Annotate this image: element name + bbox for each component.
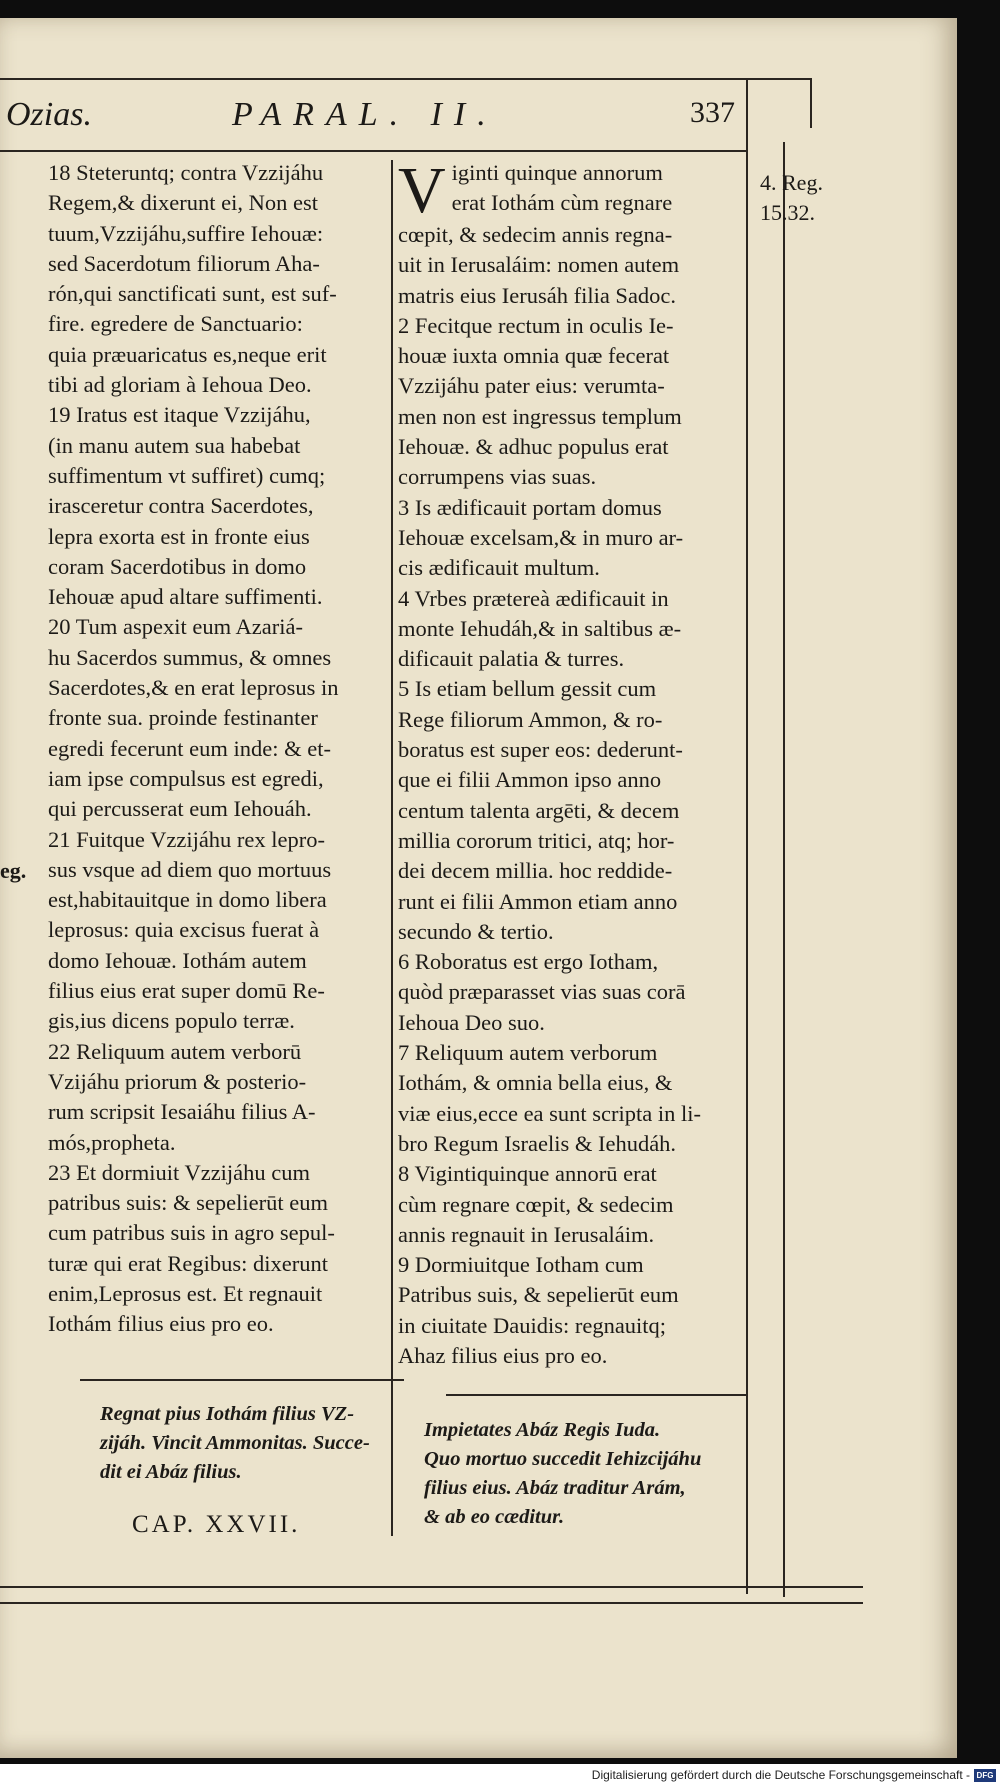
text-line: 18 Steteruntq; contra Vzzijáhu — [48, 160, 324, 185]
text-line: 3 Is ædificauit portam domus — [398, 494, 662, 520]
text-line: 4 Vrbes prætereà ædificauit in — [398, 585, 669, 611]
text-line: iam ipse compulsus est egredi, — [48, 765, 324, 791]
text-line: cum patribus suis in agro sepul- — [48, 1220, 335, 1246]
text-line: tibi ad gloriam à Iehoua Deo. — [48, 372, 312, 398]
text-line: Regem,& dixerunt ei, Non est — [48, 190, 318, 216]
text-line: Vzzijáhu pater eius: verumta- — [398, 373, 665, 399]
digitization-footer — [0, 1764, 1000, 1787]
text-line: coram Sacerdotibus in domo — [48, 553, 307, 579]
text-line: annis regnauit in Ierusaláim. — [398, 1221, 655, 1247]
text-line: Sacerdotes,& en erat leprosus in — [48, 675, 339, 701]
text-line: runt ei filii Ammon etiam anno — [398, 888, 678, 914]
text-line: irasceretur contra Sacerdotes, — [48, 493, 314, 519]
text-line: 8 Vigintiquinque annorū erat — [398, 1161, 657, 1187]
right-chapter-summary — [424, 1416, 701, 1532]
chapter-heading: CAP. XXVII. — [132, 1511, 301, 1538]
text-line: Ahaz filius eius pro eo. — [398, 1342, 608, 1368]
text-line: Rege filiorum Ammon, & ro- — [398, 706, 663, 732]
text-line: corrumpens vias suas. — [398, 464, 597, 490]
text-line: matris eius Ierusáh filia Sadoc. — [398, 282, 677, 308]
column-divider — [391, 160, 393, 1536]
header-divider-right — [810, 78, 812, 128]
text-line: Iehoua Deo suo. — [398, 1009, 545, 1035]
margin-divider — [783, 142, 785, 1597]
text-line: rum scripsit Iesaiáhu filius A- — [48, 1099, 316, 1125]
summary-line: dit ei Abáz filius. — [100, 1461, 242, 1483]
dfg-logo: DFG — [974, 1769, 996, 1782]
summary-line: filius eius. Abáz traditur Arám, — [424, 1477, 686, 1499]
text-line: tuum,Vzzijáhu,suffire Iehouæ: — [48, 220, 324, 246]
running-head-title: PARAL. II. — [232, 96, 498, 133]
text-line: sus vsque ad diem quo mortuus — [48, 856, 332, 882]
text-line: gis,ius dicens populo terræ. — [48, 1008, 295, 1034]
left-summary-rule — [80, 1379, 404, 1381]
text-line: secundo & tertio. — [398, 918, 554, 944]
text-line: 2 Fecitque rectum in oculis Ie- — [398, 312, 674, 338]
text-line: qui percusserat eum Iehouáh. — [48, 796, 312, 822]
margin-line: 4. Reg. — [760, 170, 823, 195]
text-line: quia præuaricatus es,neque erit — [48, 341, 327, 367]
text-line: cùm regnare cœpit, & sedecim — [398, 1191, 674, 1217]
text-line: Iothám filius eius pro eo. — [48, 1311, 274, 1337]
running-head-left: Ozias. — [6, 96, 92, 133]
drop-cap: V — [398, 154, 446, 227]
text-line: leprosus: quia excisus fuerat à — [48, 917, 320, 943]
text-line: 20 Tum aspexit eum Azariá- — [48, 614, 303, 640]
text-line: turæ qui erat Regibus: dixerunt — [48, 1250, 328, 1276]
text-line: Iehouæ excelsam,& in muro ar- — [398, 524, 684, 550]
text-line: fronte sua. proinde festinanter — [48, 705, 318, 731]
text-line: boratus est super eos: dederunt- — [398, 737, 683, 763]
text-line: dei decem millia. hoc reddide- — [398, 858, 673, 884]
text-line: domo Iehouæ. Iothám autem — [48, 947, 307, 973]
text-line: cis ædificauit multum. — [398, 555, 600, 581]
text-line: centum talenta argēti, & decem — [398, 797, 680, 823]
summary-line: Impietates Abáz Regis Iuda. — [424, 1419, 661, 1441]
text-line: cœpit, & sedecim annis regna- — [398, 222, 673, 247]
text-line: suffimentum vt suffiret) cumq; — [48, 462, 326, 488]
text-line: que ei filii Ammon ipso anno — [398, 767, 662, 793]
text-line: 23 Et dormiuit Vzzijáhu cum — [48, 1159, 311, 1185]
text-line: est,habitauitque in domo libera — [48, 887, 327, 913]
text-line: erat Iothám cùm regnare — [451, 190, 673, 216]
text-line: filius eius erat super domū Re- — [48, 978, 325, 1004]
text-line: sed Sacerdotum filiorum Aha- — [48, 250, 320, 276]
text-line: patribus suis: & sepelierūt eum — [48, 1190, 328, 1216]
summary-line: Quo mortuo succedit Iehizcijáhu — [424, 1448, 702, 1470]
text-line: millia cororum tritici, atq; hor- — [398, 827, 675, 853]
margin-line: 15.32. — [760, 200, 815, 225]
text-line: dificauit palatia & turres. — [398, 646, 625, 672]
right-summary-rule — [446, 1394, 746, 1396]
book-page — [0, 18, 957, 1758]
text-line: lepra exorta est in fronte eius — [48, 523, 310, 549]
text-line: bro Regum Israelis & Iehudáh. — [398, 1130, 677, 1156]
text-line: (in manu autem sua habebat — [48, 432, 301, 458]
text-line: monte Iehudáh,& in saltibus æ- — [398, 615, 682, 641]
text-line: iginti quinque annorum — [451, 160, 663, 185]
text-line: 22 Reliquum autem verborū — [48, 1038, 302, 1064]
right-text-column — [398, 154, 738, 1371]
text-line: 19 Iratus est itaque Vzzijáhu, — [48, 402, 311, 428]
bottom-rule — [0, 1586, 863, 1588]
text-line: hu Sacerdos summus, & omnes — [48, 644, 332, 670]
text-line: Patribus suis, & sepelierūt eum — [398, 1282, 679, 1308]
text-line: Vzijáhu priorum & posterio- — [48, 1068, 307, 1094]
text-line: viæ eius,ecce ea sunt scripta in li- — [398, 1100, 702, 1126]
text-line: 21 Fuitque Vzzijáhu rex lepro- — [48, 826, 326, 852]
text-line: mós,propheta. — [48, 1129, 176, 1155]
text-line: fire. egredere de Sanctuario: — [48, 311, 303, 337]
text-line: quòd præparasset vias suas corā — [398, 979, 686, 1005]
outer-frame-right — [746, 78, 748, 1594]
text-line: men non est ingressus templum — [398, 403, 682, 429]
text-line: enim,Leprosus est. Et regnauit — [48, 1280, 323, 1306]
footer-text: Digitalisierung gefördert durch die Deutsche Forschungsgemeinschaft - — [591, 1768, 970, 1782]
text-line: Iothám, & omnia bella eius, & — [398, 1070, 673, 1096]
text-line: 7 Reliquum autem verborum — [398, 1040, 658, 1066]
text-line: Iehouæ apud altare suffimenti. — [48, 584, 323, 610]
text-line: rón,qui sanctificati sunt, est suf- — [48, 281, 337, 307]
left-text-column — [48, 158, 388, 1340]
page-number: 337 — [690, 96, 735, 129]
text-line: 9 Dormiuitque Iotham cum — [398, 1252, 644, 1278]
text-line: Iehouæ. & adhuc populus erat — [398, 434, 669, 460]
header-bottom-rule — [0, 150, 746, 152]
text-line: 6 Roboratus est ergo Iotham, — [398, 949, 659, 975]
text-line: uit in Ierusaláim: nomen autem — [398, 252, 680, 278]
text-line: egredi fecerunt eum inde: & et- — [48, 735, 331, 761]
text-line: 5 Is etiam bellum gessit cum — [398, 676, 657, 702]
summary-line: & ab eo cæditur. — [424, 1506, 565, 1528]
summary-line: Regnat pius Iothám filius VZ- — [100, 1403, 355, 1425]
bottom-rule-2 — [0, 1602, 863, 1604]
left-edge-fragment: eg. — [0, 858, 27, 883]
text-line: houæ iuxta omnia quæ fecerat — [398, 343, 670, 369]
summary-line: zijáh. Vincit Ammonitas. Succe- — [100, 1432, 370, 1454]
text-line: in ciuitate Dauidis: regnauitq; — [398, 1312, 667, 1338]
left-chapter-summary — [100, 1400, 370, 1487]
marginal-reference — [760, 168, 823, 228]
header-top-rule — [0, 78, 810, 80]
